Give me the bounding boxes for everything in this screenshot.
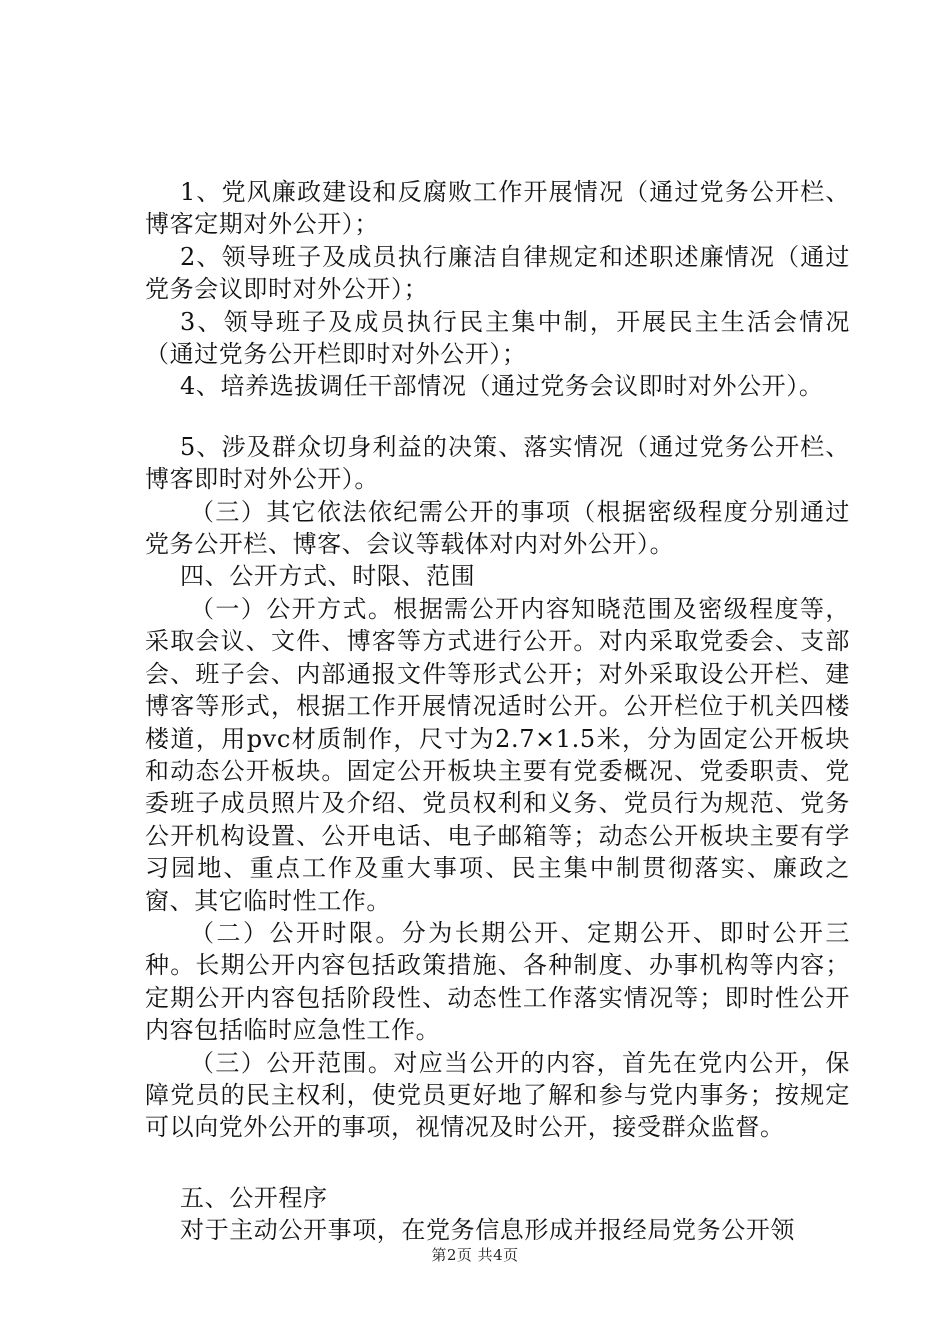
paragraph-spacer — [145, 1144, 850, 1182]
paragraph-item-2: 2、领导班子及成员执行廉洁自律规定和述职述廉情况（通过党务会议即时对外公开）； — [145, 242, 850, 304]
paragraph-spacer — [145, 403, 850, 431]
page-footer: 第2页 共4页 — [431, 1246, 519, 1264]
paragraph-item-1: 1、党风廉政建设和反腐败工作开展情况（通过党务公开栏、博客定期对外公开）； — [145, 178, 850, 239]
paragraph-disclosure-method: （一）公开方式。根据需公开内容知晓范围及密级程度等，采取会议、文件、博客等方式进行公开。对内采取党委会、支部会、班子会、内部通报文件等形式公开；对外采取设公开栏、建博客等形式，根据工作开展情况适时公开。公开栏位于机关四楼楼道，用pvc材质制作，尺寸为2.7×1.5米，分为固定公开板块和动态公开板块。固定公开板块主要有党委概况、党委职责、党委班子成员照片及介绍、党员权利和义务、党员行为规范、党务公开机构设置、公开电话、电子邮箱等；动态公开板块主要有学习园地、重点工作及重大事项、民主集中制贯彻落实、廉政之窗、其它临时性工作。 — [145, 594, 850, 915]
paragraph-item-5: 5、涉及群众切身利益的决策、落实情况（通过党务公开栏、博客即时对外公开）。 — [145, 432, 850, 494]
paragraph-other-items: （三）其它依法依纪需公开的事项（根据密级程度分别通过党务公开栏、博客、会议等载体对内对外公开）。 — [145, 497, 850, 559]
document-body — [145, 176, 850, 1247]
paragraph-item-3: 3、领导班子及成员执行民主集中制，开展民主生活会情况（通过党务公开栏即时对外公开）； — [145, 307, 850, 369]
paragraph-item-4: 4、培养选拔调任干部情况（通过党务会议即时对外公开）。 — [180, 372, 824, 401]
section-heading-four: 四、公开方式、时限、范围 — [180, 562, 476, 591]
paragraph-disclosure-scope: （三）公开范围。对应当公开的内容，首先在党内公开，保障党员的民主权利，使党员更好地了解和参与党内事务；按规定可以向党外公开的事项，视情况及时公开，接受群众监督。 — [145, 1048, 850, 1142]
paragraph-disclosure-timeframe: （二）公开时限。分为长期公开、定期公开、即时公开三种。长期公开内容包括政策措施、各种制度、办事机构等内容；定期公开内容包括阶段性、动态性工作落实情况等；即时性公开内容包括临时应急性工作。 — [145, 918, 850, 1045]
paragraph-procedure: 对于主动公开事项，在党务信息形成并报经局党务公开领 — [180, 1216, 795, 1245]
section-heading-five: 五、公开程序 — [180, 1183, 328, 1212]
